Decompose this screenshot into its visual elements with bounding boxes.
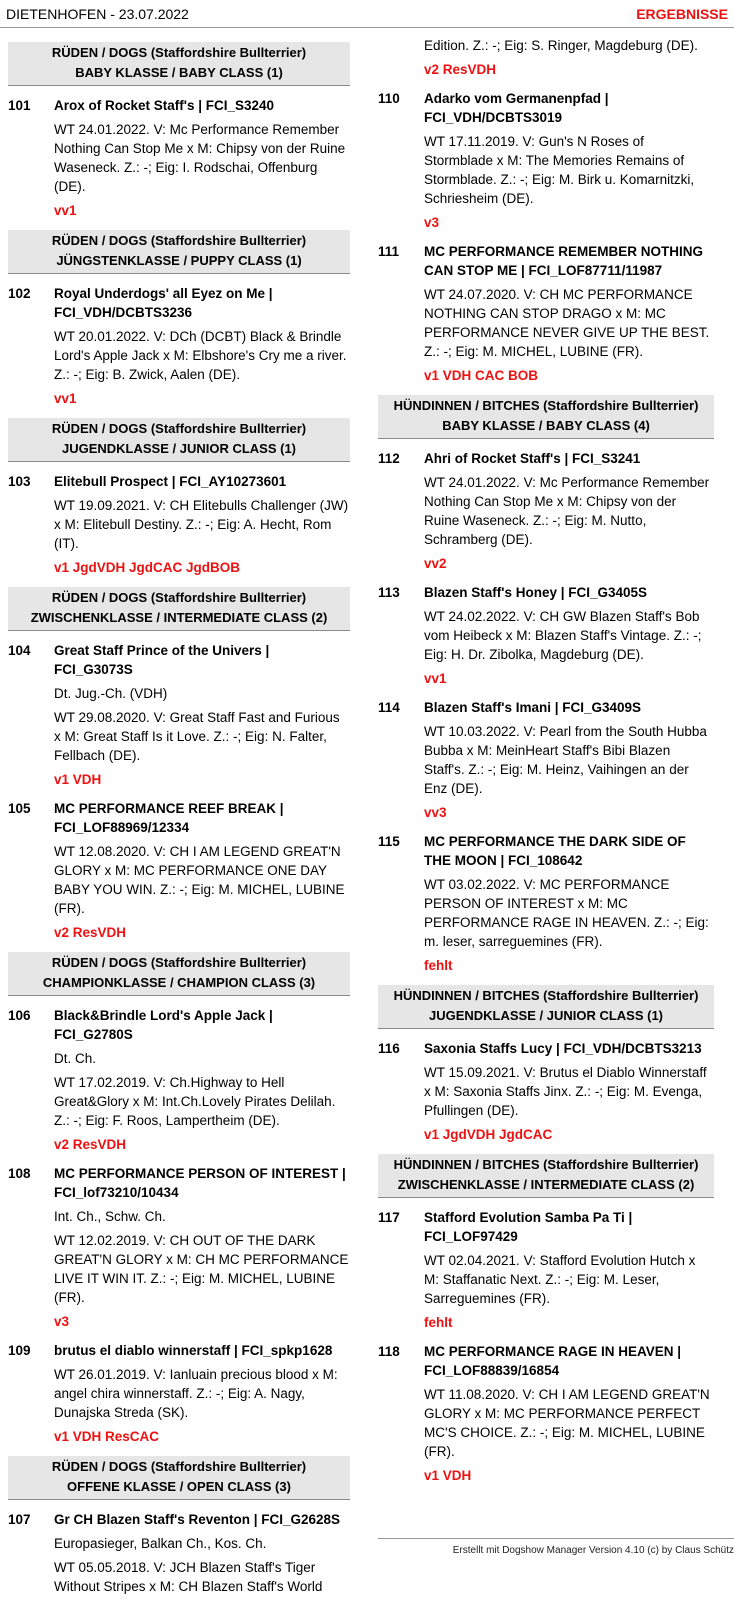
result-grade: fehlt [424, 958, 453, 973]
entry-body [424, 449, 714, 577]
entry-body [424, 832, 714, 979]
entry-detail: Europasieger, Balkan Ch., Kos. Ch. [54, 1536, 267, 1551]
entry-detail: WT 12.02.2019. V: CH OUT OF THE DARK GREAT'N GLORY x M: CH MC PERFORMANCE LIVE IT WIN IT. Z.: -; Eig: M. MICHEL, LUBINE (FR). [54, 1233, 349, 1305]
left-column [8, 38, 350, 1607]
catalog-number: 110 [378, 91, 400, 106]
entry-detail: Edition. Z.: -; Eig: S. Ringer, Magdeburg (DE). [424, 38, 698, 53]
dog-entry [378, 1039, 714, 1148]
class-group-label: HÜNDINNEN / BITCHES (Staffordshire Bullterrier) [393, 398, 699, 413]
result-grade: v1 JgdVDH JgdCAC JgdBOB [54, 560, 241, 575]
entry-detail: Dt. Jug.-Ch. (VDH) [54, 686, 168, 701]
result-grade: v2 ResVDH [54, 925, 127, 940]
class-name-label: ZWISCHENKLASSE / INTERMEDIATE CLASS (2) [30, 610, 328, 625]
class-header [8, 587, 350, 631]
entry-body [54, 1341, 350, 1450]
entry-body [424, 1208, 714, 1336]
dog-name: Stafford Evolution Samba Pa Ti | FCI_LOF97429 [424, 1210, 633, 1244]
dog-entry [378, 242, 714, 389]
entry-detail: WT 05.05.2018. V: JCH Blazen Staff's Tiger Without Stripes x M: CH Blazen Staff's World [54, 1560, 323, 1594]
class-group-label: RÜDEN / DOGS (Staffordshire Bullterrier) [51, 1459, 307, 1474]
results-heading: ERGEBNISSE [636, 6, 728, 22]
entry-body [54, 799, 350, 946]
result-grade: vv1 [54, 203, 77, 218]
dog-entry [378, 832, 714, 979]
entry-detail: WT 03.02.2022. V: MC PERFORMANCE PERSON OF INTEREST x M: MC PERFORMANCE RAGE IN HEAVEN. Z.: -; Eig: m. leser, sarreguemines (FR). [424, 877, 709, 949]
result-grade: v2 ResVDH [424, 62, 497, 77]
catalog-number: 107 [8, 1512, 31, 1527]
dog-name: MC PERFORMANCE RAGE IN HEAVEN | FCI_LOF88839/16854 [424, 1344, 682, 1378]
dog-entry [378, 698, 714, 826]
dog-entry [378, 89, 714, 236]
entry-body [54, 284, 350, 412]
dog-name: Arox of Rocket Staff's | FCI_S3240 [54, 98, 275, 113]
class-header [378, 1154, 714, 1198]
entry-body [54, 1164, 350, 1335]
entry-body [424, 242, 714, 389]
entry-body [424, 583, 714, 692]
class-name-label: BABY KLASSE / BABY CLASS (4) [442, 418, 650, 433]
dog-name: MC PERFORMANCE REMEMBER NOTHING CAN STOP ME | FCI_LOF87711/11987 [424, 244, 703, 278]
entry-detail: WT 19.09.2021. V: CH Elitebulls Challenger (JW) x M: Elitebull Destiny. Z.: -; Eig: A. Hecht, Rom (IT). [54, 498, 349, 551]
dog-entry [8, 1164, 350, 1335]
class-header [8, 952, 350, 996]
class-header [8, 418, 350, 462]
dog-entry [8, 799, 350, 946]
catalog-number: 102 [8, 286, 31, 301]
page-header [0, 0, 734, 28]
entry-detail: WT 15.09.2021. V: Brutus el Diablo Winnerstaff x M: Saxonia Staffs Jinx. Z.: -; Eig: M. Evenga, Pfullingen (DE). [424, 1065, 707, 1118]
dog-name: Great Staff Prince of the Univers | FCI_G3073S [54, 643, 270, 677]
dog-name: MC PERFORMANCE PERSON OF INTEREST | FCI_lof73210/10434 [54, 1166, 346, 1200]
catalog-number: 108 [8, 1166, 31, 1181]
result-grade: v1 JgdVDH JgdCAC [424, 1127, 553, 1142]
catalog-number: 106 [8, 1008, 31, 1023]
entry-body [424, 36, 714, 83]
dog-name: MC PERFORMANCE THE DARK SIDE OF THE MOON | FCI_108642 [424, 834, 686, 868]
dog-name: Blazen Staff's Honey | FCI_G3405S [424, 585, 648, 600]
dog-name: Blazen Staff's Imani | FCI_G3409S [424, 700, 642, 715]
result-grade: v2 ResVDH [54, 1137, 127, 1152]
result-grade: v1 VDH CAC BOB [424, 368, 539, 383]
dog-name: Adarko vom Germanenpfad | FCI_VDH/DCBTS3019 [424, 91, 609, 125]
result-grade: vv1 [54, 391, 77, 406]
class-header [8, 230, 350, 274]
class-header [378, 395, 714, 439]
dog-entry [8, 1341, 350, 1450]
catalog-number: 112 [378, 451, 400, 466]
entry-detail: WT 26.01.2019. V: Ianluain precious blood x M: angel chira winnerstaff. Z.: -; Eig: A. Nagy, Dunajska Streda (SK). [54, 1367, 338, 1420]
footer-credit: Erstellt mit Dogshow Manager Version 4.10 (c) by Claus Schütz [452, 1545, 734, 1556]
dog-name: brutus el diablo winnerstaff | FCI_spkp1628 [54, 1343, 333, 1358]
result-grade: v1 VDH [424, 1468, 472, 1483]
entry-body [54, 1006, 350, 1158]
entry-body [54, 1510, 350, 1601]
class-group-label: RÜDEN / DOGS (Staffordshire Bullterrier) [51, 955, 307, 970]
result-grade: v1 VDH ResCAC [54, 1429, 160, 1444]
entry-detail: WT 17.02.2019. V: Ch.Highway to Hell Great&Glory x M: Int.Ch.Lovely Pirates Delilah. Z.: -; Eig: F. Roos, Lampertheim (DE). [54, 1075, 336, 1128]
class-name-label: JÜNGSTENKLASSE / PUPPY CLASS (1) [56, 253, 302, 268]
class-group-label: HÜNDINNEN / BITCHES (Staffordshire Bullterrier) [393, 988, 699, 1003]
entry-detail: WT 02.04.2021. V: Stafford Evolution Hutch x M: Staffanatic Next. Z.: -; Eig: M. Leser, Sarreguemines (FR). [424, 1253, 696, 1306]
dog-entry [8, 284, 350, 412]
entry-detail: WT 24.01.2022. V: Mc Performance Remember Nothing Can Stop Me x M: Chipsy von der Ruine Waseneck. Z.: -; Eig: I. Rodschai, Offenburg (DE). [54, 122, 346, 194]
entry-detail: WT 24.07.2020. V: CH MC PERFORMANCE NOTHING CAN STOP DRAGO x M: MC PERFORMANCE NEVER GIVE UP THE BEST. Z.: -; Eig: M. MICHEL, LUBINE (FR). [424, 287, 710, 359]
dog-name: Ahri of Rocket Staff's | FCI_S3241 [424, 451, 641, 466]
dog-entry [378, 449, 714, 577]
class-group-label: RÜDEN / DOGS (Staffordshire Bullterrier) [51, 45, 307, 60]
dog-entry [378, 1208, 714, 1336]
catalog-number: 103 [8, 474, 31, 489]
class-group-label: RÜDEN / DOGS (Staffordshire Bullterrier) [51, 233, 307, 248]
dog-name: Elitebull Prospect | FCI_AY10273601 [54, 474, 287, 489]
dog-entry [378, 1342, 714, 1489]
dog-name: MC PERFORMANCE REEF BREAK | FCI_LOF88969/12334 [54, 801, 284, 835]
catalog-number: 116 [378, 1041, 400, 1056]
entry-body [54, 96, 350, 224]
entry-body [54, 641, 350, 793]
result-grade: v3 [424, 215, 440, 230]
entry-detail: WT 24.01.2022. V: Mc Performance Remember Nothing Can Stop Me x M: Chipsy von der Ruine Waseneck. Z.: -; Eig: M. Nutto, Schramberg (DE). [424, 475, 710, 547]
dog-entry [8, 641, 350, 793]
entry-body [424, 698, 714, 826]
class-name-label: OFFENE KLASSE / OPEN CLASS (3) [67, 1479, 291, 1494]
dog-entry [8, 1006, 350, 1158]
result-grade: v3 [54, 1314, 70, 1329]
catalog-number: 109 [8, 1343, 31, 1358]
entry-continuation [378, 36, 714, 83]
catalog-number: 105 [8, 801, 31, 816]
class-name-label: ZWISCHENKLASSE / INTERMEDIATE CLASS (2) [397, 1177, 695, 1192]
entry-body [54, 472, 350, 581]
class-name-label: BABY KLASSE / BABY CLASS (1) [75, 65, 283, 80]
class-group-label: RÜDEN / DOGS (Staffordshire Bullterrier) [51, 421, 307, 436]
dog-entry [8, 1510, 350, 1601]
entry-detail: Int. Ch., Schw. Ch. [54, 1209, 166, 1224]
catalog-number: 101 [8, 98, 31, 113]
dog-name: Royal Underdogs' all Eyez on Me | FCI_VDH/DCBTS3236 [54, 286, 273, 320]
page-footer [378, 1538, 734, 1556]
catalog-number: 111 [378, 244, 400, 259]
catalog-number: 114 [378, 700, 400, 715]
entry-detail: WT 24.02.2022. V: CH GW Blazen Staff's Bob vom Heibeck x M: Blazen Staff's Vintage. Z.: -; Eig: H. Dr. Zibolka, Magdeburg (DE). [424, 609, 702, 662]
entry-detail: WT 12.08.2020. V: CH I AM LEGEND GREAT'N GLORY x M: MC PERFORMANCE ONE DAY BABY YOU WIN. Z.: -; Eig: M. MICHEL, LUBINE (FR). [54, 844, 345, 916]
class-header [8, 1456, 350, 1500]
catalog-number: 115 [378, 834, 400, 849]
result-grade: vv1 [424, 671, 447, 686]
catalog-number: 118 [378, 1344, 400, 1359]
dog-name: Black&Brindle Lord's Apple Jack | FCI_G2780S [54, 1008, 273, 1042]
dog-entry [8, 472, 350, 581]
entry-detail: WT 20.01.2022. V: DCh (DCBT) Black & Brindle Lord's Apple Jack x M: Elbshore's Cry me a river. Z.: -; Eig: B. Zwick, Aalen (DE). [54, 329, 347, 382]
class-name-label: JUGENDKLASSE / JUNIOR CLASS (1) [428, 1008, 664, 1023]
entry-detail: WT 17.11.2019. V: Gun's N Roses of Stormblade x M: The Memories Remains of Stormblade. Z.: -; Eig: M. Birk u. Komarnitzki, Schriesheim (DE). [424, 134, 695, 206]
entry-detail: Dt. Ch. [54, 1051, 97, 1066]
dog-name: Saxonia Staffs Lucy | FCI_VDH/DCBTS3213 [424, 1041, 702, 1056]
class-header [8, 42, 350, 86]
entry-body [424, 89, 714, 236]
dog-entry [8, 96, 350, 224]
entry-body [424, 1342, 714, 1489]
result-grade: vv3 [424, 805, 447, 820]
result-grade: v1 VDH [54, 772, 102, 787]
dog-entry [378, 583, 714, 692]
class-name-label: JUGENDKLASSE / JUNIOR CLASS (1) [61, 441, 297, 456]
catalog-number: 113 [378, 585, 400, 600]
entry-detail: WT 11.08.2020. V: CH I AM LEGEND GREAT'N GLORY x M: MC PERFORMANCE PERFECT MC'S CHOICE. Z.: -; Eig: M. MICHEL, LUBINE (FR). [424, 1387, 710, 1459]
class-header [378, 985, 714, 1029]
class-name-label: CHAMPIONKLASSE / CHAMPION CLASS (3) [42, 975, 316, 990]
catalog-number: 104 [8, 643, 31, 658]
class-group-label: HÜNDINNEN / BITCHES (Staffordshire Bullterrier) [393, 1157, 699, 1172]
result-grade: fehlt [424, 1315, 453, 1330]
catalog-number: 117 [378, 1210, 400, 1225]
show-title: DIETENHOFEN - 23.07.2022 [6, 6, 189, 22]
dog-name: Gr CH Blazen Staff's Reventon | FCI_G2628S [54, 1512, 341, 1527]
right-column [378, 36, 714, 1495]
entry-detail: WT 29.08.2020. V: Great Staff Fast and Furious x M: Great Staff Is it Love. Z.: -; Eig: N. Falter, Fellbach (DE). [54, 710, 340, 763]
result-grade: vv2 [424, 556, 447, 571]
entry-detail: WT 10.03.2022. V: Pearl from the South Hubba Bubba x M: MeinHeart Staff's Bibi Blazen Staff's. Z.: -; Eig: M. Heinz, Vaihingen an der Enz (DE). [424, 724, 707, 796]
class-group-label: RÜDEN / DOGS (Staffordshire Bullterrier) [51, 590, 307, 605]
entry-body [424, 1039, 714, 1148]
